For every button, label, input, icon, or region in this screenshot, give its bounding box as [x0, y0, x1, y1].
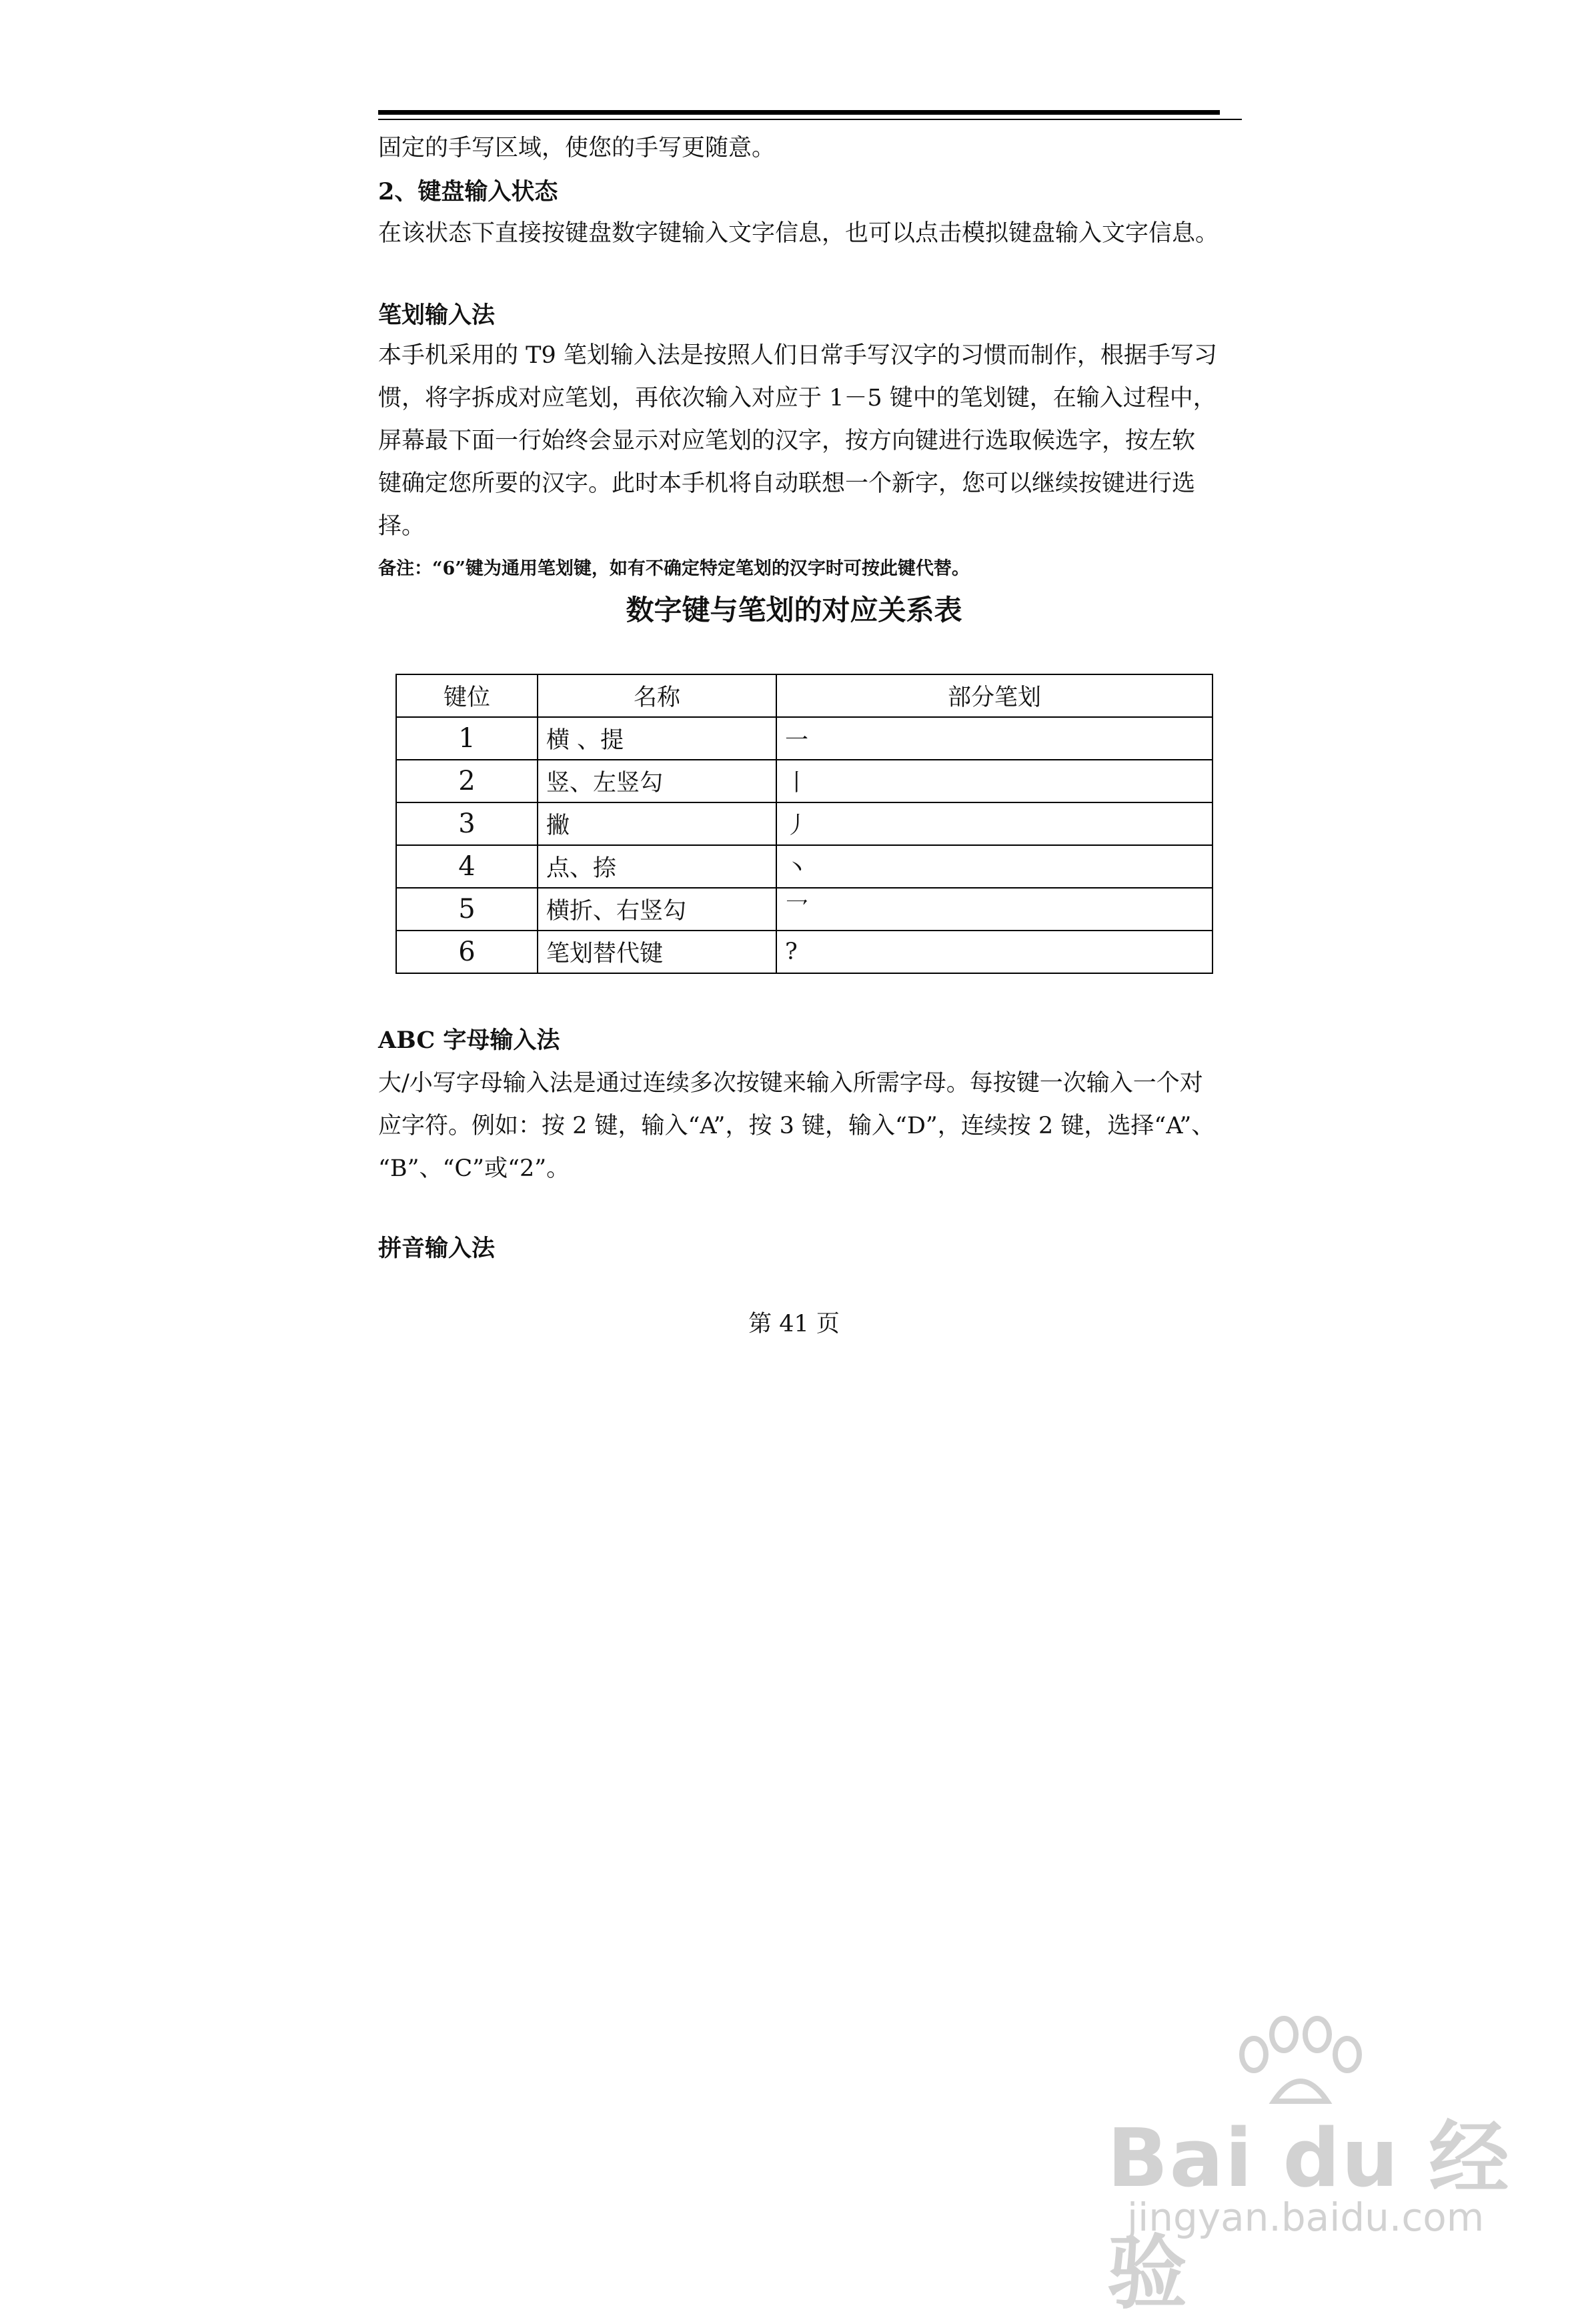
- table-cell-name: 笔划替代键: [538, 931, 776, 973]
- header-rule-thin: [378, 119, 1242, 120]
- table-cell-stroke: 丿: [776, 802, 1213, 845]
- table-cell-name: 横折、右竖勾: [538, 888, 776, 931]
- table-row: [396, 717, 1213, 760]
- table-cell-key: 4: [396, 845, 538, 888]
- stroke-line-3: 屏幕最下面一行始终会显示对应笔划的汉字，按方向键进行选取候选字，按左软: [378, 428, 1196, 454]
- baidu-watermark: [1107, 2014, 1574, 2320]
- table-row: [396, 845, 1213, 888]
- watermark-logo: Bai du 经验: [1107, 2113, 1511, 2320]
- table-cell-key: 6: [396, 931, 538, 973]
- keyboard-heading: 2、键盘输入状态: [378, 178, 558, 205]
- table-cell-key: 1: [396, 717, 538, 760]
- watermark-url: jingyan.baidu.com: [1127, 2195, 1485, 2240]
- abc-heading: ABC 字母输入法: [378, 1027, 560, 1054]
- abc-line-1: 大/小写字母输入法是通过连续多次按键来输入所需字母。每按键一次输入一个对: [378, 1070, 1203, 1097]
- page-number: 第 41 页: [748, 1311, 840, 1337]
- top-text: 固定的手写区域，使您的手写更随意。: [378, 135, 776, 161]
- table-header-row: [396, 674, 1213, 717]
- table-cell-stroke: 一: [776, 717, 1213, 760]
- stroke-line-2: 惯，将字拆成对应笔划，再依次输入对应于 1－5 键中的笔划键，在输入过程中，: [378, 385, 1217, 412]
- table-header-name: 名称: [538, 674, 776, 717]
- table-row: [396, 931, 1213, 973]
- table-cell-name: 横 、提: [538, 717, 776, 760]
- pinyin-heading: 拼音输入法: [378, 1235, 496, 1262]
- paw-icon: [1227, 2014, 1374, 2108]
- table-header-stroke: 部分笔划: [776, 674, 1213, 717]
- table-row: [396, 760, 1213, 802]
- table-cell-key: 5: [396, 888, 538, 931]
- stroke-line-1: 本手机采用的 T9 笔划输入法是按照人们日常手写汉字的习惯而制作，根据手写习: [378, 342, 1217, 369]
- stroke-line-4: 键确定您所要的汉字。此时本手机将自动联想一个新字，您可以继续按键进行选: [378, 470, 1196, 497]
- stroke-note: 备注：“6”键为通用笔划键，如有不确定特定笔划的汉字时可按此键代替。: [378, 558, 970, 579]
- table-cell-name: 点、捺: [538, 845, 776, 888]
- table-title: 数字键与笔划的对应关系表: [626, 594, 962, 626]
- table-row: [396, 802, 1213, 845]
- stroke-line-5: 择。: [378, 513, 426, 540]
- table-cell-key: 3: [396, 802, 538, 845]
- table-cell-key: 2: [396, 760, 538, 802]
- stroke-table: [395, 674, 1213, 974]
- abc-line-2: 应字符。例如：按 2 键，输入“A”，按 3 键，输入“D”，连续按 2 键，选择“A”、: [378, 1113, 1215, 1139]
- header-rule-thick: [378, 110, 1220, 115]
- stroke-heading: 笔划输入法: [378, 302, 496, 329]
- table-cell-stroke: ?: [776, 931, 1213, 973]
- table-cell-stroke: 乛: [776, 888, 1213, 931]
- keyboard-body: 在该状态下直接按键盘数字键输入文字信息，也可以点击模拟键盘输入文字信息。: [378, 220, 1219, 247]
- table-header-key: 键位: [396, 674, 538, 717]
- table-row: [396, 888, 1213, 931]
- abc-line-3: “B”、“C”或“2”。: [378, 1155, 570, 1182]
- table-cell-name: 竖、左竖勾: [538, 760, 776, 802]
- table-cell-stroke: 丨: [776, 760, 1213, 802]
- table-cell-name: 撇: [538, 802, 776, 845]
- table-cell-stroke: 丶: [776, 845, 1213, 888]
